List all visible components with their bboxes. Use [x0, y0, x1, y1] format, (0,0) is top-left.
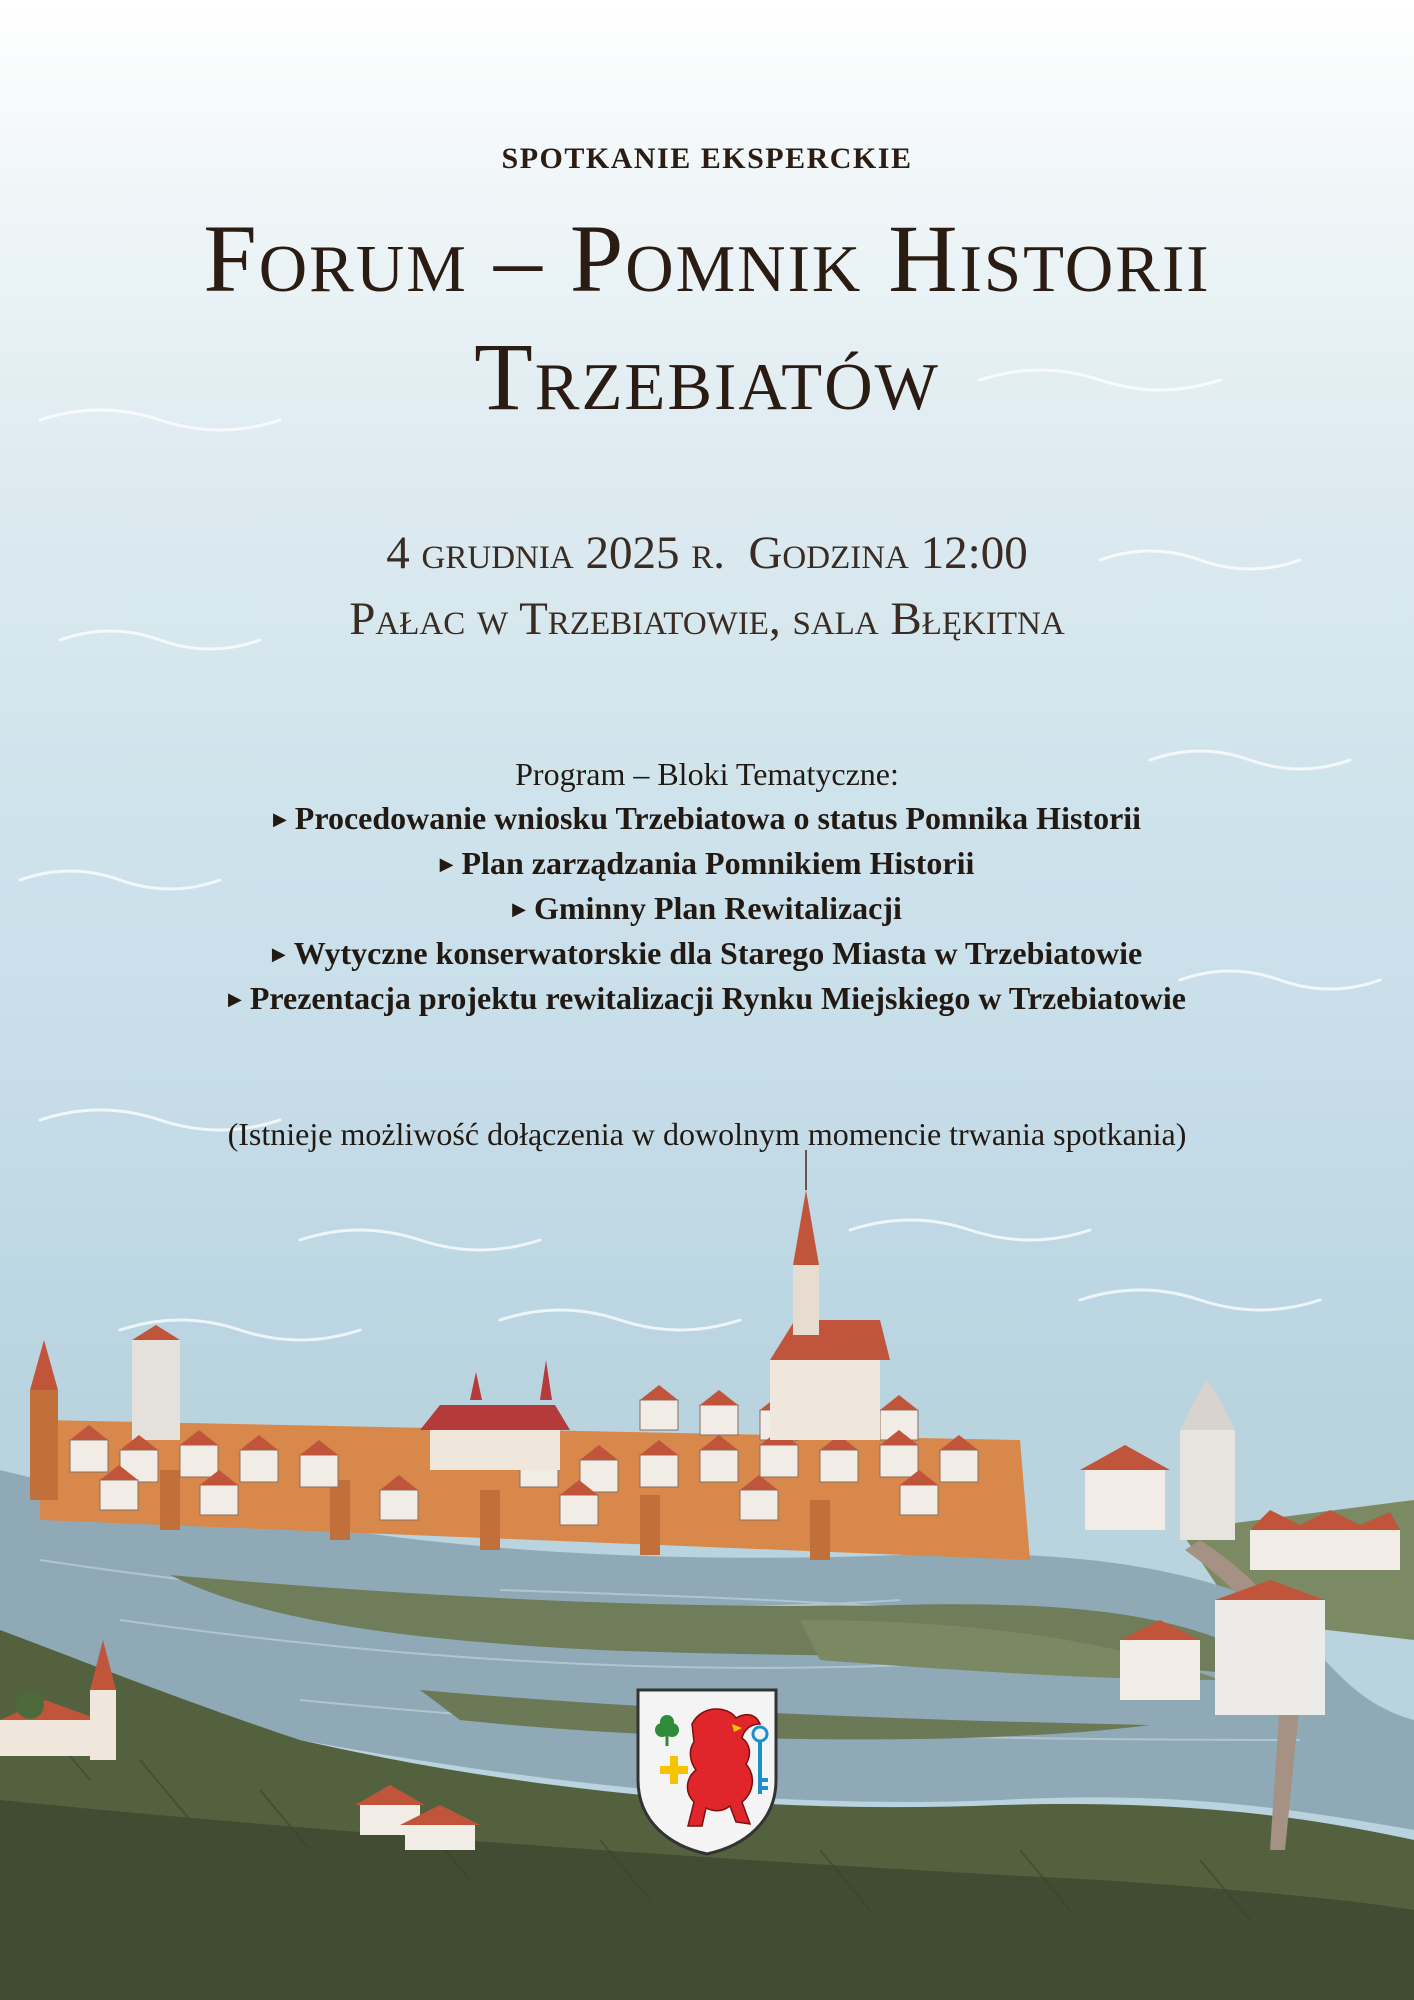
bullet-triangle-icon: ▶ [271, 944, 286, 964]
program-item [100, 886, 1314, 931]
griffin-coat-of-arms-icon [632, 1684, 782, 1858]
program-item [100, 796, 1314, 841]
program-item [100, 976, 1314, 1021]
event-eyebrow: SPOTKANIE EKSPERCKIE [501, 142, 913, 175]
program-item-label: Prezentacja projektu rewitalizacji Rynku Miejskiego w Trzebiatowie [249, 980, 1186, 1016]
event-venue: Pałac w Trzebiatowie, sala Błękitna [349, 593, 1065, 645]
program-heading: Program – Bloki Tematyczne: [515, 756, 899, 792]
bullet-triangle-icon: ▶ [227, 989, 242, 1009]
bullet-triangle-icon: ▶ [512, 899, 526, 919]
program-item-label: Gminny Plan Rewitalizacji [533, 890, 902, 926]
program-item-label: Procedowanie wniosku Trzebiatowa o status Pomnika Historii [294, 800, 1142, 836]
attendance-note: (Istnieje możliwość dołączenia w dowolnym momencie trwania spotkania) [227, 1116, 1187, 1152]
program-item-label: Plan zarządzania Pomnikiem Historii [461, 845, 975, 881]
event-details [0, 520, 1414, 652]
title-line-1: Forum – Pomnik Historii [203, 205, 1211, 312]
bullet-triangle-icon: ▶ [272, 809, 287, 829]
page-title [0, 200, 1414, 436]
program-section [100, 752, 1314, 1021]
event-date-time: 4 grudnia 2025 r. Godzina 12:00 [386, 527, 1028, 579]
program-item [100, 841, 1314, 886]
bullet-triangle-icon: ▶ [439, 854, 454, 874]
title-line-2: Trzebiatów [474, 323, 940, 430]
program-item-label: Wytyczne konserwatorskie dla Starego Miasta w Trzebiatowie [293, 935, 1143, 971]
program-item [100, 931, 1314, 976]
